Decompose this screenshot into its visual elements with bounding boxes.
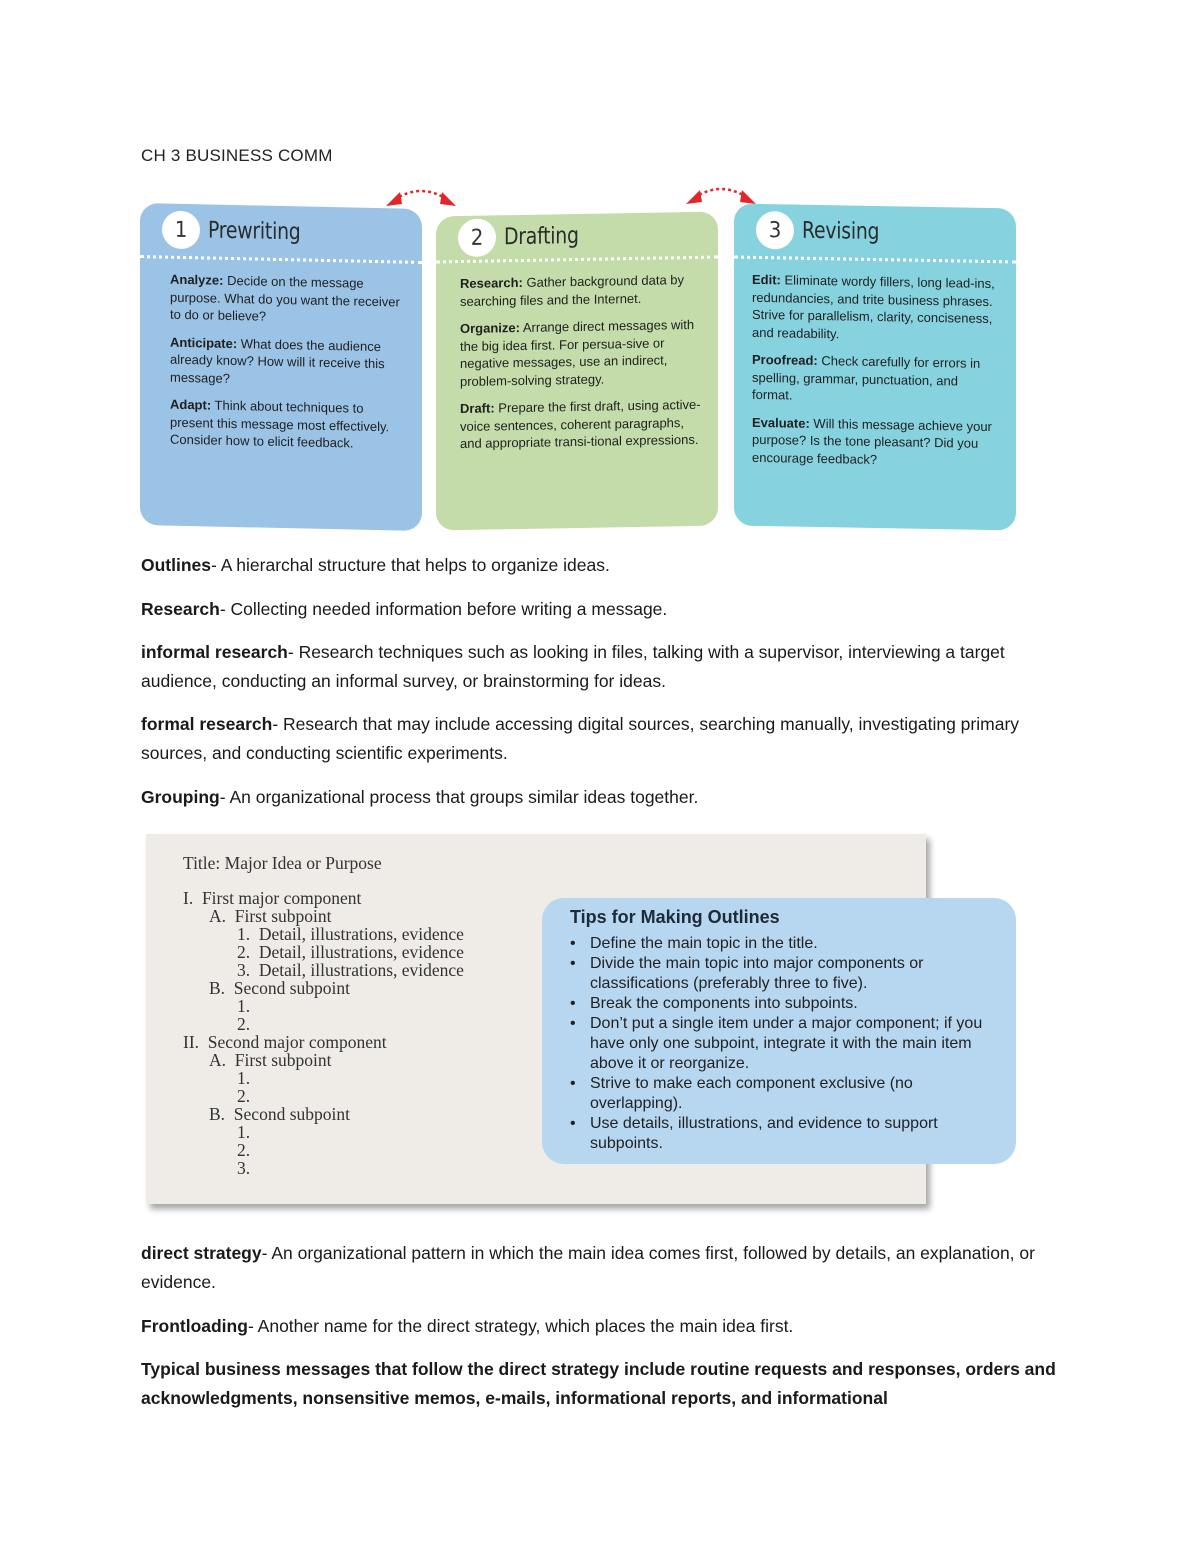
stage-panel-drafting [436,212,718,531]
outline-row: 1. Detail, illustrations, evidence [237,924,464,944]
outline-row: 3. [237,1158,251,1178]
outline-row: 2. [237,1086,251,1106]
stage-title: Drafting [504,222,579,251]
tips-heading: Tips for Making Outlines [570,907,780,927]
outline-row: 1. [237,1122,251,1142]
closing-paragraph: Typical business messages that follow the direct strategy include routine requests and responses, orders and acknowledgments, nonsensitive memos, e-mails, informational reports, and informational [141,1359,1056,1408]
outline-row: A. First subpoint [209,906,332,926]
tip-item: • Define the main topic in the title. [590,934,988,954]
stage-title: Prewriting [208,217,301,246]
outline-row: B. Second subpoint [209,1104,350,1124]
outline-row: A. First subpoint [209,1050,332,1070]
outline-figure [146,834,983,1204]
stage-step: Research: Gather background data by searching files and the Internet. [460,272,685,309]
tips-box [542,898,1016,1164]
definition-research: Research- Collecting needed information before writing a message. [141,599,668,619]
definition-outlines: Outlines- A hierarchal structure that helps to organize ideas. [141,555,610,575]
stage-number-badge: 3 [756,211,794,250]
definition-direct-strategy: direct strategy- An organizational pattern in which the main idea comes first, followed by details, an explanation, or evidence. [141,1243,1035,1292]
definition-informal-research: informal research- Research techniques such as looking in files, talking with a supervisor, interviewing a target audience, conducting an informal survey, or brainstorming for ideas. [141,642,1005,691]
stage-header [140,203,422,264]
stage-step: Analyze: Decide on the message purpose. What do you want the receiver to do or believe? [170,271,400,324]
arrowhead-icon [386,190,756,206]
outline-row: 3. Detail, illustrations, evidence [237,960,464,980]
outline-row: I. First major component [183,888,362,908]
outline-title: Title: Major Idea or Purpose [183,853,382,873]
tip-item: • Divide the main topic into major components or classifications (preferably three to five). [590,954,988,994]
stage-step: Adapt: Think about techniques to present this message most effectively. Consider how to elicit feedback. [170,396,390,451]
stage-step: Proofread: Check carefully for errors in spelling, grammar, punctuation, and format. [752,351,981,403]
outline-row: 2. [237,1014,251,1034]
outline-row: 2. Detail, illustrations, evidence [237,942,464,962]
stage-panel-revising [734,204,1016,531]
stage-step: Edit: Eliminate wordy fillers, long lead-ins, redundancies, and trite business phrases. Strive for parallelism, clarity, conciseness, and readability. [752,271,995,341]
outline-row: 1. [237,1068,251,1088]
tip-item: • Don’t put a single item under a major component; if you have only one subpoint, integrate it with the main item above it or reorganize. [590,1014,988,1074]
stage-step: Anticipate: What does the audience already know? How will it receive this message? [170,334,385,386]
stage-step: Draft: Prepare the first draft, using active-voice sentences, coherent paragraphs, and appropriate transi-tional expressions. [460,396,701,452]
page-title: CH 3 BUSINESS COMM [141,146,333,165]
tip-item: • Use details, illustrations, and evidence to support subpoints. [590,1114,988,1154]
definition-grouping: Grouping- An organizational process that groups similar ideas together. [141,787,699,807]
stage-step: Organize: Arrange direct messages with the big idea first. For persua-sive or negative messages, use an indirect, problem-solving strategy. [460,316,695,389]
tip-item: • Break the components into subpoints. [590,994,988,1014]
outline-format [183,854,464,1177]
outline-row: B. Second subpoint [209,978,350,998]
writing-process-figure [136,180,1020,535]
stage-step: Evaluate: Will this message achieve your purpose? Is the tone pleasant? Did you encourage feedback? [752,414,992,467]
tips-list [570,934,988,1154]
outline-row: 2. [237,1140,251,1160]
tip-item: • Strive to make each component exclusive (no overlapping). [590,1074,988,1114]
outline-row: II. Second major component [183,1032,387,1052]
stage-number-badge: 1 [162,211,200,250]
stage-number-badge: 2 [458,218,496,257]
stage-title: Revising [802,217,880,246]
stage-header [436,212,718,264]
stage-header [734,204,1016,264]
definition-frontloading: Frontloading- Another name for the direct strategy, which places the main idea first. [141,1316,794,1336]
outline-row: 1. [237,996,251,1016]
definition-formal-research: formal research- Research that may include accessing digital sources, searching manually, investigating primary sources, and conducting scientific experiments. [141,714,1020,763]
stage-panel-prewriting [140,203,422,531]
